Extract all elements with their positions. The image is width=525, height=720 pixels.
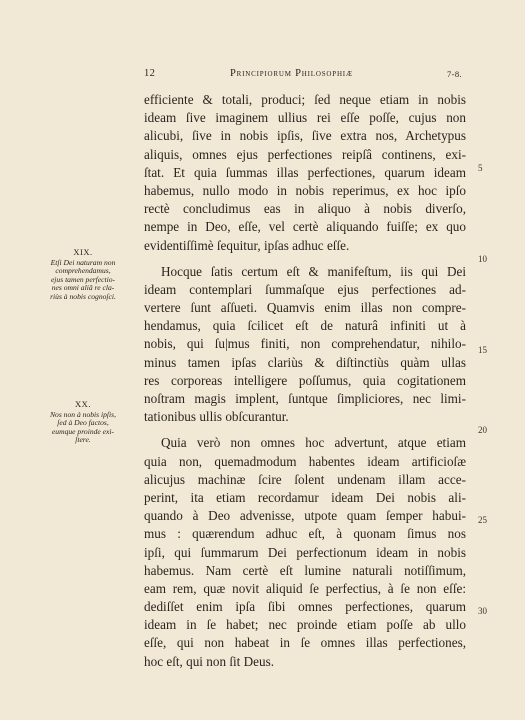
line-number: 20 [478, 425, 487, 435]
main-text [144, 91, 466, 671]
text-line: evidentiſſimè ſequitur, ipſas adhuc eſſe. [144, 237, 350, 253]
sidenote-line: ſtere. [75, 435, 91, 445]
sidenote-line: eumque proinde exi- [51, 426, 115, 436]
page-number: 12 [144, 68, 156, 79]
line-number: 5 [478, 163, 483, 173]
sidenote-line: Nos non à nobis ipſis, [49, 409, 117, 419]
text-line: quia non, quemadmodum habentes ideam artificioſæ [144, 453, 466, 469]
text-line: ideam contemplari ſummaſque ejus perfectiones ad- [144, 281, 466, 297]
paragraph [144, 263, 466, 427]
text-line: eſſe, qui non habeat in ſe omnes illas perfectiones, [144, 635, 466, 651]
line-number: 15 [478, 345, 487, 355]
line-number: 10 [478, 254, 487, 264]
text-line: Hocque ſatis certum eſt & manifeſtum, iis qui Dei [161, 263, 466, 279]
text-line: vertere ſunt aſſueti. Quamvis enim illas non compre- [144, 300, 466, 316]
sidenote-line: Etſi Dei naturam non [50, 257, 116, 267]
text-line: mus : quærendum adhuc eſt, à quonam ſimus nos [144, 526, 466, 542]
paragraph [144, 91, 466, 255]
sidenote-xx [34, 400, 132, 445]
text-line: habemus, nullo modo in nobis reperimus, ex hoc ipſo [144, 182, 466, 198]
running-header [144, 68, 462, 82]
paragraph [144, 434, 466, 670]
text-line: quando à Deo advenisse, utpote quam ſemper habui- [144, 508, 466, 524]
text-line: nobis, qui ſu|mus finiti, non comprehendatur, nihilo- [144, 336, 466, 352]
text-line: ipſi, qui ſummarum Dei perfectionum ideam in nobis [144, 544, 466, 560]
text-line: dediſſet enim ipſa ſibi omnes perfectiones, quarum [144, 599, 466, 615]
sidenote-line: comprehendamus, [55, 266, 111, 276]
text-line: ideam ſive imaginem ullius rei eſſe poſſe, cujus non [144, 110, 466, 126]
text-line: noſtram magis implent, ſuntque ſimpliciores, nec limi- [144, 391, 466, 406]
text-line: alicujus machinæ ſcire ſolent undenam illam acce- [144, 471, 466, 487]
text-line: hoc eſt, qui non ſit Deus. [144, 653, 275, 669]
text-line: aliquis, omnes ejus perfectiones reipſâ continens, exi- [144, 146, 466, 162]
sidenote-line: nes omni aliâ re cla- [51, 283, 115, 293]
text-line: hendamus, quia ſcilicet eſt de naturâ infiniti ut à [144, 318, 466, 334]
line-number: 25 [478, 515, 487, 525]
signature-mark: 7-8. [446, 69, 462, 79]
sidenote-line: ejus tamen perfectio- [50, 274, 116, 284]
text-line: ideam in ſe habet; nec proinde etiam poſſe ab ullo [144, 617, 466, 633]
sidenote-line: ſed à Deo factos, [57, 418, 109, 428]
text-line: efficiente & totali, produci; ſed neque etiam in nobis [144, 92, 466, 107]
text-line: minus tamen ipſas clariùs & diſtinctiùs quàm ullas [144, 354, 466, 370]
sidenote-line: riùs à nobis cognoſci. [50, 291, 116, 301]
text-line: res corporeas intelligere poſſumus, quia cogitationem [144, 372, 466, 388]
text-line: Quia verò non omnes hoc advertunt, atque etiam [161, 435, 466, 451]
text-line: alicubi, ſive in nobis ipſis, ſive extra nos, Archetypus [144, 128, 466, 144]
line-number: 30 [478, 606, 487, 616]
text-line: ſtat. Et quia ſummas illas perfectiones, quarum ideam [144, 164, 466, 180]
text-line: tationibus ullis obſcurantur. [144, 409, 289, 425]
text-line: rectè concludimus eas in aliquo à nobis diverſo, [144, 201, 466, 217]
text-line: nempe in Deo, eſſe, vel certè aliquando fuiſſe; ex quo [144, 219, 466, 235]
sidenote-number: XX. [75, 399, 91, 409]
text-line: habemus. Nam certè eſt lumine naturali notiſſimum, [144, 562, 466, 578]
running-title: Principiorum Philosophiæ [230, 68, 353, 79]
sidenote-number: XIX. [73, 247, 93, 257]
text-line: perint, ita etiam recordamur ideam Dei nobis ali- [144, 489, 466, 505]
text-line: eam rem, quæ novit aliquid ſe perfectius, à ſe non eſſe: [144, 580, 466, 596]
sidenote-xix [34, 248, 132, 302]
